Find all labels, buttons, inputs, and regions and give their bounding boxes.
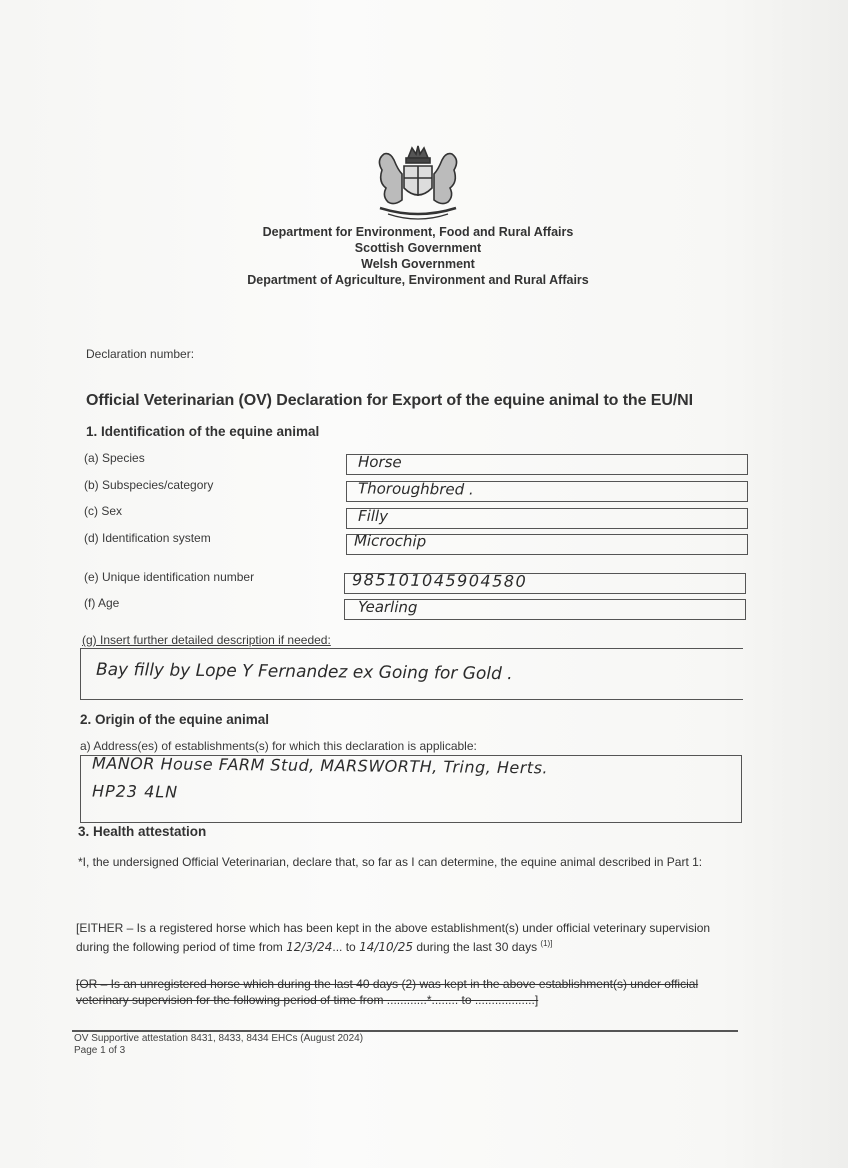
department-line: Scottish Government [354,241,482,255]
subspecies-label: (b) Subspecies/category [84,478,214,492]
either-to-word: ... to [332,940,356,954]
footer-page-number: Page 1 of 3 [74,1045,126,1056]
unique-id-label: (e) Unique identification number [84,570,255,584]
age-label: (f) Age [84,596,120,610]
declaration-number-label: Declaration number: [86,347,195,361]
footer-attestation: OV Supportive attestation 8431, 8433, 8434 EHCs (August 2024) [74,1033,364,1044]
identification-system-label: (d) Identification system [84,531,211,545]
species-value: Horse [357,452,402,472]
section1-heading: 1. Identification of the equine animal [86,424,320,439]
document-title: Official Veterinarian (OV) Declaration for Export of the equine animal to the EU/NI [86,392,693,409]
royal-coat-of-arms-emblem [368,140,468,224]
either-clause [76,920,740,955]
section2-heading: 2. Origin of the equine animal [80,712,270,727]
footer-divider [72,1030,738,1032]
either-text-1: [EITHER – Is a registered horse which has been kept in the above establishment(s) under official veterinary supervision during the following period of time from [76,921,711,954]
department-line: Department of Agriculture, Environment and Rural Affairs [247,273,589,287]
either-to-date: 14/10/25 [359,940,413,954]
further-description-value: Bay filly by Lope Y Fernandez ex Going for Gold . [95,659,513,685]
sex-field[interactable] [346,508,748,529]
sex-value: Filly [357,506,389,526]
either-from-date: 12/3/24 [286,940,333,954]
species-field[interactable] [346,454,748,475]
address-line1: MANOR House FARM Stud, MARSWORTH, Tring, Herts. [91,753,549,778]
either-text-2: during the last 30 days [416,940,538,954]
department-line: Department for Environment, Food and Rural Affairs [262,225,574,239]
address-line2: HP23 4LN [91,781,179,802]
either-reference: (1)] [540,939,553,948]
section3-heading: 3. Health attestation [78,824,207,839]
health-attestation-intro: *I, the undersigned Official Veterinarian, declare that, so far as I can determine, the equine animal described in Part 1: [78,855,703,869]
further-description-label: (g) Insert further detailed description if needed: [82,633,331,647]
or-clause-struck: [OR – Is an unregistered horse which during the last 40 days (2) was kept in the above establishment(s) under official veterinary supervision for the following period of time from ............*........ to ..................] [76,977,699,1007]
unique-id-value: 985101045904580 [351,570,528,591]
issuing-departments [218,224,618,288]
identification-system-value: Microchip [353,531,427,551]
address-label: a) Address(es) of establishments(s) for which this declaration is applicable: [80,739,477,753]
sex-label: (c) Sex [84,504,123,518]
subspecies-value: Thoroughbred . [357,479,474,499]
age-value: Yearling [357,597,418,617]
department-line: Welsh Government [361,257,475,271]
species-label: (a) Species [84,451,145,465]
